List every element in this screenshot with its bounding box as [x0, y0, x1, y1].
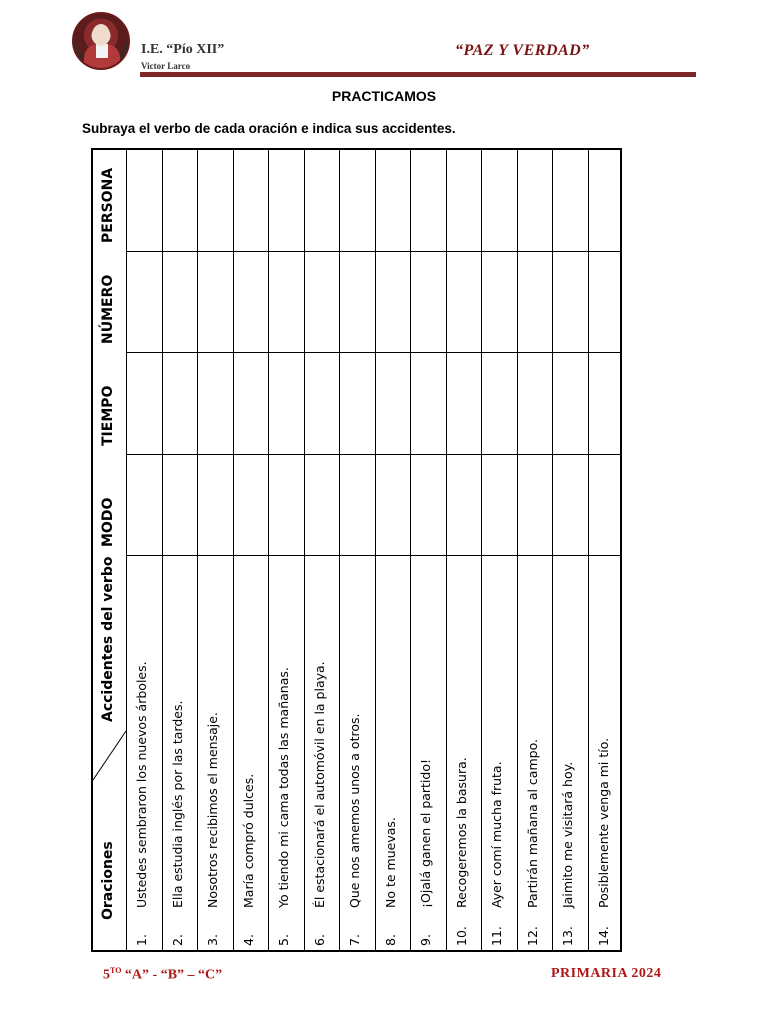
sentence-text: Partirán mañana al campo. [524, 739, 540, 908]
row-number: 14. [595, 926, 611, 946]
sentence-text: Ustedes sembraron los nuevos árboles. [134, 661, 149, 908]
column-header-numero: NÚMERO [100, 274, 116, 344]
row-number: 12. [524, 926, 540, 946]
header-rule [140, 72, 696, 77]
row-number: 11. [489, 926, 504, 946]
page-title: PRACTICAMOS [331, 88, 437, 104]
column-header-modo: MODO [100, 497, 116, 547]
sentence-text: Posiblemente venga mi tío. [595, 737, 611, 908]
row-number: 10. [453, 926, 469, 946]
sentence-text: Yo tiendo mi cama todas las mañanas. [276, 667, 291, 908]
row-number: 1. [134, 934, 149, 946]
sentence-text: Ella estudia inglés por las tardes. [169, 700, 185, 908]
row-number: 6. [311, 934, 327, 946]
column-header-tiempo: TIEMPO [100, 385, 116, 446]
sentence-text: Él estacionará el automóvil en la playa. [311, 661, 327, 908]
row-number: 13. [560, 926, 575, 946]
row-number: 4. [240, 934, 256, 946]
instruction-text: Subraya el verbo de cada oración e indica sus accidentes. [82, 121, 456, 136]
school-name: I.E. “Pío XII” [141, 42, 225, 57]
row-number: 8. [382, 934, 398, 946]
school-motto: “PAZ Y VERDAD” [455, 42, 590, 59]
sentence-text: Ayer comí mucha fruta. [489, 761, 504, 908]
footer-level: PRIMARIA 2024 [551, 966, 662, 981]
column-header-persona: PERSONA [100, 167, 116, 243]
sentence-text: Que nos amemos unos a otros. [347, 713, 362, 908]
row-number: 2. [169, 934, 185, 946]
row-number: 3. [205, 934, 220, 946]
row-number: 7. [347, 934, 362, 946]
school-logo [72, 12, 130, 70]
row-number: 5. [276, 934, 291, 946]
sentence-text: María compró dulces. [240, 773, 256, 908]
corner-header-accidentes: Accidentes del verbo [100, 556, 116, 722]
school-town: Victor Larco [141, 61, 191, 71]
row-number: 9. [418, 934, 433, 946]
exercise-table [91, 148, 622, 952]
sentence-text: No te muevas. [382, 817, 398, 908]
corner-header-oraciones: Oraciones [100, 841, 116, 920]
sentence-text: Recogeremos la basura. [453, 757, 469, 908]
footer-grade: $5^{TO}$ “A” - “B” – “C” [103, 966, 223, 983]
sentence-text: Jaimito me visitará hoy. [560, 761, 575, 908]
sentence-text: Nosotros recibimos el mensaje. [205, 712, 220, 908]
sentence-text: ¡Ojalá ganen el partido! [418, 758, 433, 908]
